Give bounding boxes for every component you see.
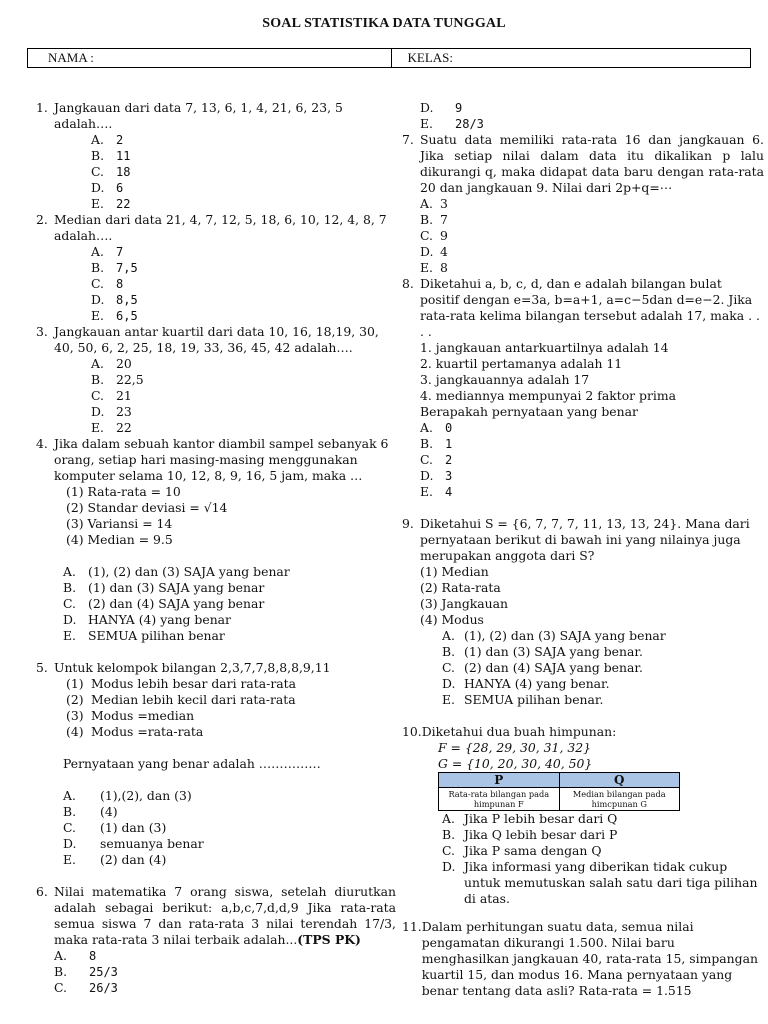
question-number: 8. <box>402 276 414 291</box>
column-header-p: P <box>439 773 560 788</box>
statement-4: (4) Median = 9.5 <box>66 532 173 547</box>
question-text: Jangkauan dari data 7, 13, 6, 1, 4, 21, 6, 23, 5 adalah…. <box>54 100 343 131</box>
column-header-q: Q <box>559 773 679 788</box>
question-11 <box>402 919 764 999</box>
cell-p: Rata-rata bilangan pada himpunan F <box>439 788 560 811</box>
left-column <box>36 100 396 996</box>
option-d: D. 23 <box>91 404 132 419</box>
option-e: E. 28/3 <box>420 116 484 131</box>
option-a: A. 7 <box>91 244 124 259</box>
question-4 <box>36 436 396 484</box>
statement-3: 3. jangkauannya adalah 17 <box>420 372 590 387</box>
option-d: D. HANYA (4) yang benar. <box>442 676 610 691</box>
option-e: E. 6,5 <box>91 308 138 323</box>
question-text: Median dari data 21, 4, 7, 12, 5, 18, 6, 10, 12, 4, 8, 7 adalah…. <box>54 212 387 243</box>
option-b: B. Jika Q lebih besar dari P <box>442 827 618 842</box>
option-a: A. 3 <box>420 196 448 211</box>
set-f: F = {28, 29, 30, 31, 32} <box>438 740 591 755</box>
statement-3: (3) Jangkauan <box>420 596 508 611</box>
question-text: Diketahui S = {6, 7, 7, 7, 11, 13, 13, 24}. Mana dari pernyataan berikut di bawah ini yang nilainya juga merupakan anggota dari S? <box>420 516 750 563</box>
statement-2: 2. kuartil pertamanya adalah 11 <box>420 356 623 371</box>
question-tag: (TPS PK) <box>297 932 361 947</box>
option-b: B. 25/3 <box>54 964 118 979</box>
option-d: D. Jika informasi yang diberikan tidak cukup untuk memutuskan salah satu dari tiga pilihan di atas. <box>442 859 758 906</box>
option-d: D. HANYA (4) yang benar <box>63 612 231 627</box>
question-text: Diketahui a, b, c, d, dan e adalah bilangan bulat positif dengan e=3a, b=a+1, a=c−5dan d=e−2. Jika rata-rata kelima bilangan tersebut adalah 17, maka . . . . <box>420 276 760 339</box>
option-d: D. 4 <box>420 244 448 259</box>
option-c: C. 9 <box>420 228 448 243</box>
option-d: D. 9 <box>420 100 463 115</box>
statement-2: (2) Median lebih kecil dari rata-rata <box>66 692 296 707</box>
option-a: A. (1), (2) dan (3) SAJA yang benar <box>442 628 666 643</box>
question-number: 1. <box>36 100 48 115</box>
question-number: 6. <box>36 884 48 899</box>
question-number: 9. <box>402 516 414 531</box>
statement-4: (4) Modus <box>420 612 484 627</box>
option-c: C. Jika P sama dengan Q <box>442 843 602 858</box>
statement-1: 1. jangkauan antarkuartilnya adalah 14 <box>420 340 669 355</box>
right-column <box>402 100 764 999</box>
option-b: B. 7 <box>420 212 448 227</box>
question-text: Jika dalam sebuah kantor diambil sampel sebanyak 6 orang, setiap hari masing-masing menggunakan komputer selama 10, 12, 8, 9, 16, 5 jam, maka … <box>54 436 389 483</box>
option-b: B. 1 <box>420 436 453 451</box>
statement-4: 4. mediannya mempunyai 2 faktor prima <box>420 388 676 403</box>
option-a: A. (1),(2), dan (3) <box>63 788 192 803</box>
question-text: Jangkauan antar kuartil dari data 10, 16, 18,19, 30, 40, 50, 6, 2, 25, 18, 19, 33, 36, 45, 42 adalah…. <box>54 324 379 355</box>
question-6 <box>36 884 396 948</box>
question-8 <box>402 276 764 340</box>
statement-2: (2) Standar deviasi = √14 <box>66 500 228 515</box>
student-id-box <box>27 48 751 68</box>
option-c: C. 26/3 <box>54 980 118 995</box>
option-b: B. (1) dan (3) SAJA yang benar <box>63 580 265 595</box>
question-text: Diketahui dua buah himpunan: <box>421 724 617 739</box>
statement-4: (4) Modus =rata-rata <box>66 724 204 739</box>
question-7 <box>402 132 764 196</box>
option-a: A. (1), (2) dan (3) SAJA yang benar <box>63 564 290 579</box>
option-a: A. Jika P lebih besar dari Q <box>442 811 618 826</box>
statement-2: (2) Rata-rata <box>420 580 501 595</box>
option-e: E. SEMUA pilihan benar. <box>442 692 604 707</box>
statement-1: (1) Median <box>420 564 489 579</box>
question-1 <box>36 100 396 132</box>
option-c: C. 21 <box>91 388 132 403</box>
option-b: B. (4) <box>63 804 118 819</box>
question-9 <box>402 516 764 564</box>
option-a: A. 20 <box>91 356 132 371</box>
question-number: 4. <box>36 436 48 451</box>
option-e: E. 4 <box>420 484 453 499</box>
question-text: Suatu data memiliki rata-rata 16 dan jangkauan 6. Jika setiap nilai dalam data itu dikalikan p lalu dikurangi q, maka didapat data baru dengan rata-rata 20 dan jangkauan 9. Nilai dari 2p+q=⋯ <box>420 132 764 195</box>
option-a: A. 0 <box>420 420 453 435</box>
question-2 <box>36 212 396 244</box>
option-d: D. 6 <box>91 180 124 195</box>
question-3 <box>36 324 396 356</box>
option-b: B. 11 <box>91 148 131 163</box>
set-g: G = {10, 20, 30, 40, 50} <box>438 756 593 771</box>
question-prompt: Pernyataan yang benar adalah …………… <box>63 756 321 771</box>
option-e: E. (2) dan (4) <box>63 852 167 867</box>
option-b: B. 7,5 <box>91 260 138 275</box>
option-d: D. 8,5 <box>91 292 138 307</box>
statement-1: (1) Modus lebih besar dari rata-rata <box>66 676 297 691</box>
option-e: E. 8 <box>420 260 448 275</box>
option-b: B. (1) dan (3) SAJA yang benar. <box>442 644 643 659</box>
question-5 <box>36 660 396 676</box>
question-text: Dalam perhitungan suatu data, semua nilai pengamatan dikurangi 1.500. Nilai baru menghasilkan jangkauan 40, rata-rata 15, simpangan kuartil 15, dan modus 16. Mana pernyataan yang benar tentang data asli? Rata-rata = 1.515 <box>421 919 758 998</box>
option-a: A. 8 <box>54 948 97 963</box>
statement-1: (1) Rata-rata = 10 <box>66 484 181 499</box>
option-d: D. semuanya benar <box>63 836 204 851</box>
option-c: C. (2) dan (4) SAJA yang benar. <box>442 660 643 675</box>
question-prompt: Berapakah pernyataan yang benar <box>420 404 638 419</box>
statement-3: (3) Modus =median <box>66 708 195 723</box>
kelas-field: KELAS: <box>391 49 751 67</box>
option-e: E. 22 <box>91 420 132 435</box>
question-text: Nilai matematika 7 orang siswa, setelah diurutkan adalah sebagai berikut: a,b,c,7,d,d,9 Jika rata-rata semua siswa 7 dan rata-rata 3 nilai terendah 17/3, maka rata-rata 3 nilai terbaik adalah...(TPS PK) <box>54 884 396 947</box>
statement-3: (3) Variansi = 14 <box>66 516 173 531</box>
question-10 <box>402 724 764 740</box>
option-c: C. 8 <box>91 276 124 291</box>
option-c: C. 2 <box>420 452 453 467</box>
option-b: B. 22,5 <box>91 372 144 387</box>
option-a: A. 2 <box>91 132 124 147</box>
question-text: Untuk kelompok bilangan 2,3,7,7,8,8,8,9,11 <box>54 660 331 675</box>
question-number: 11. <box>402 919 422 934</box>
page-title: SOAL STATISTIKA DATA TUNGGAL <box>262 16 506 31</box>
option-c: C. (2) dan (4) SAJA yang benar <box>63 596 265 611</box>
question-number: 5. <box>36 660 48 675</box>
option-e: E. 22 <box>91 196 131 211</box>
question-number: 7. <box>402 132 414 147</box>
option-c: C. (1) dan (3) <box>63 820 167 835</box>
question-number: 2. <box>36 212 48 227</box>
cell-q: Median bilangan pada himcpunan G <box>559 788 679 811</box>
nama-field: NAMA : <box>48 50 94 65</box>
question-number: 10. <box>402 724 422 739</box>
option-e: E. SEMUA pilihan benar <box>63 628 225 643</box>
option-d: D. 3 <box>420 468 453 483</box>
option-c: C. 18 <box>91 164 131 179</box>
question-number: 3. <box>36 324 48 339</box>
comparison-table <box>438 772 680 811</box>
